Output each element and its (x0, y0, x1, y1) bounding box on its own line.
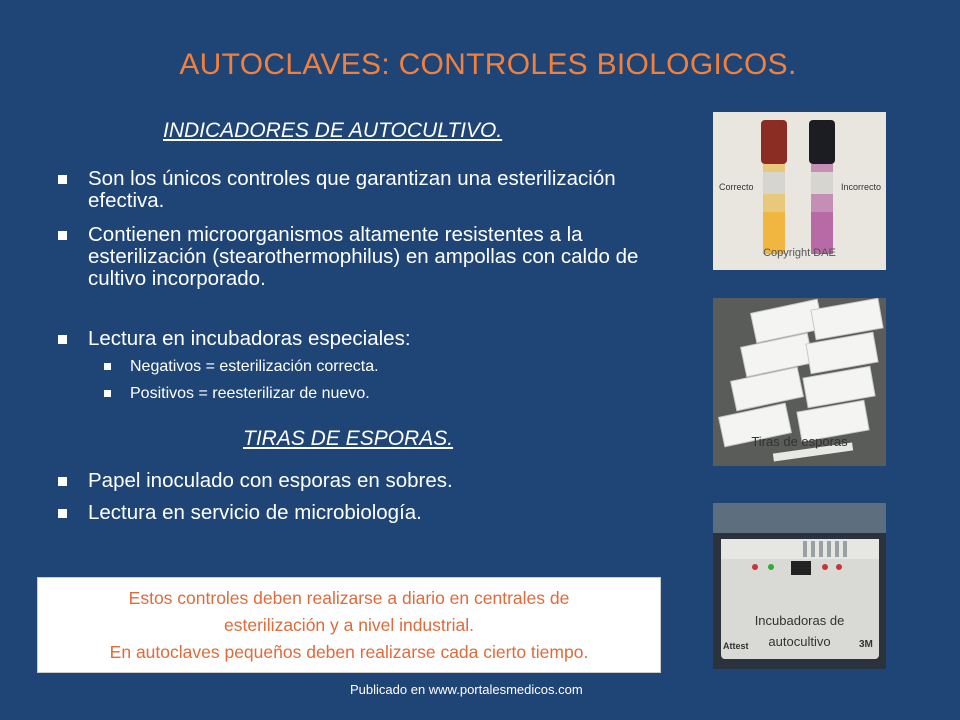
incubator-brand: Attest (723, 641, 749, 651)
vials-photo (713, 112, 886, 270)
bullet-text: Lectura en servicio de microbiología. (88, 501, 422, 524)
vial-label-correct: Correcto (719, 182, 754, 192)
note-line: Estos controles deben realizarse a diario en centrales de (128, 588, 570, 608)
bullet-square-icon (58, 335, 67, 344)
strips-caption: Tiras de esporas (751, 434, 848, 449)
incubator-caption-line: Incubadoras de (754, 613, 845, 628)
incubator-photo (713, 503, 886, 669)
note-line: esterilización y a nivel industrial. (224, 615, 474, 635)
bullet-text: Papel inoculado con esporas en sobres. (88, 469, 453, 492)
strips-photo (713, 298, 886, 466)
section-heading-indicators: INDICADORES DE AUTOCULTIVO. (163, 119, 503, 142)
vial-label-incorrect: Incorrecto (841, 182, 882, 192)
footer-credit: Publicado en www.portalesmedicos.com (350, 682, 583, 697)
bullet-square-icon (58, 231, 67, 240)
slide-title: AUTOCLAVES: CONTROLES BIOLOGICOS. (179, 48, 797, 81)
section-heading-strips: TIRAS DE ESPORAS. (243, 427, 454, 450)
bullet-text: Lectura en incubadoras especiales: (88, 327, 411, 350)
bullet-text: Son los únicos controles que garantizan una esterilización efectiva. (88, 167, 616, 212)
note-line: En autoclaves pequeños deben realizarse cada cierto tiempo. (109, 642, 589, 662)
note-box (37, 577, 661, 673)
bullet-text: Contienen microorganismos altamente resistentes a la esterilización (stearothermophilus) en ampollas con caldo de cultivo incorporado. (88, 223, 639, 290)
sub-bullet-text: Negativos = esterilización correcta. (130, 358, 379, 375)
incubator-caption (713, 610, 886, 652)
bullet-square-icon (104, 390, 111, 397)
vials-caption: Copyright DAE (763, 247, 836, 259)
sub-bullet-text: Positivos = reesterilizar de nuevo. (130, 385, 370, 402)
bullet-square-icon (58, 509, 67, 518)
incubator-brand-3m: 3M (859, 639, 873, 650)
bullet-square-icon (104, 363, 111, 370)
bullet-square-icon (58, 477, 67, 486)
incubator-caption-line: autocultivo (768, 634, 831, 649)
bullet-square-icon (58, 175, 67, 184)
